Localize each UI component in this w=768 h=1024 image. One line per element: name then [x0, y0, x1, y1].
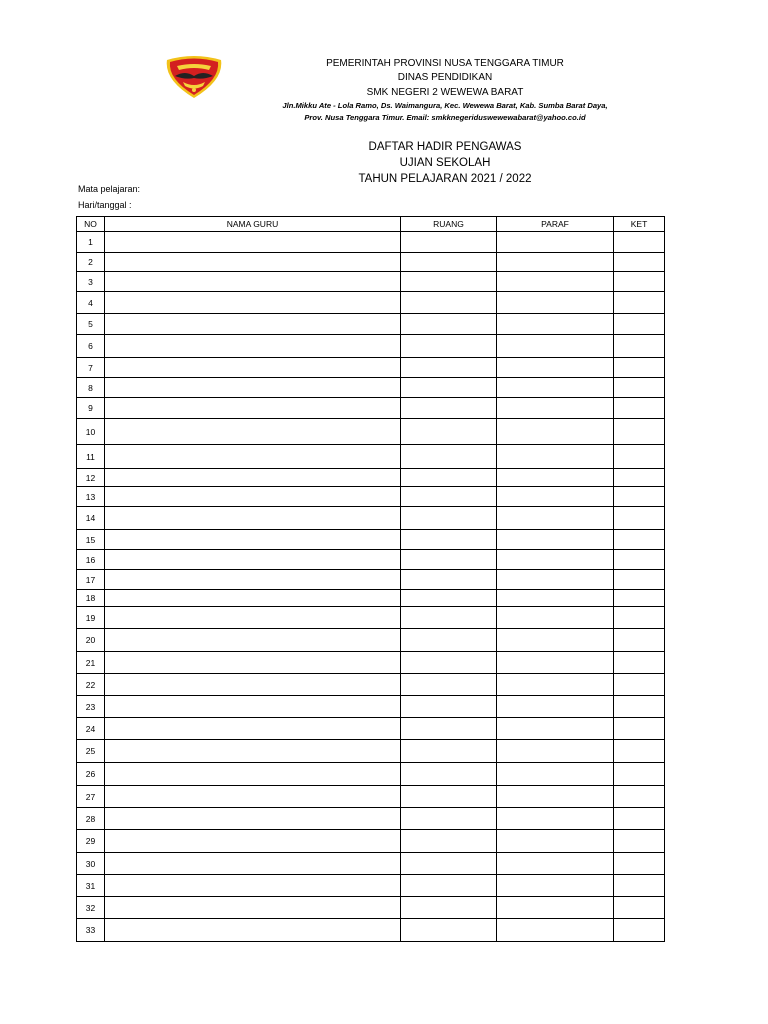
room-cell[interactable]: [401, 652, 497, 674]
row-number: 30: [77, 853, 105, 875]
signature-cell[interactable]: [497, 590, 614, 607]
signature-cell[interactable]: [497, 629, 614, 652]
table-row: [77, 652, 665, 674]
signature-cell[interactable]: [497, 853, 614, 875]
school-logo: [163, 54, 225, 100]
notes-cell[interactable]: [614, 232, 665, 253]
room-cell[interactable]: [401, 919, 497, 942]
name-cell[interactable]: [105, 919, 401, 942]
header-government: PEMERINTAH PROVINSI NUSA TENGGARA TIMUR: [326, 58, 564, 69]
signature-cell[interactable]: [497, 487, 614, 507]
table-row: [77, 507, 665, 530]
table-row: [77, 786, 665, 808]
notes-cell[interactable]: [614, 398, 665, 419]
signature-cell[interactable]: [497, 808, 614, 830]
name-cell[interactable]: [105, 897, 401, 919]
signature-cell[interactable]: [497, 469, 614, 487]
table-header-row: [77, 217, 665, 232]
room-cell[interactable]: [401, 808, 497, 830]
signature-cell[interactable]: [497, 607, 614, 629]
notes-cell[interactable]: [614, 335, 665, 358]
name-cell[interactable]: [105, 674, 401, 696]
name-cell[interactable]: [105, 378, 401, 398]
name-cell[interactable]: [105, 830, 401, 853]
room-cell[interactable]: [401, 398, 497, 419]
signature-cell[interactable]: [497, 232, 614, 253]
row-number: 8: [77, 378, 105, 398]
date-label: Hari/tanggal :: [78, 200, 132, 210]
table-row: [77, 590, 665, 607]
table-row: [77, 253, 665, 272]
notes-cell[interactable]: [614, 590, 665, 607]
room-cell[interactable]: [401, 419, 497, 445]
signature-cell[interactable]: [497, 919, 614, 942]
row-number: 16: [77, 550, 105, 570]
table-body: [77, 232, 665, 942]
row-number: 19: [77, 607, 105, 629]
signature-cell[interactable]: [497, 674, 614, 696]
name-cell[interactable]: [105, 445, 401, 469]
name-cell[interactable]: [105, 786, 401, 808]
room-cell[interactable]: [401, 629, 497, 652]
table-row: [77, 853, 665, 875]
room-cell[interactable]: [401, 378, 497, 398]
signature-cell[interactable]: [497, 314, 614, 335]
table-row: [77, 550, 665, 570]
signature-cell[interactable]: [497, 875, 614, 897]
name-cell[interactable]: [105, 763, 401, 786]
room-cell[interactable]: [401, 853, 497, 875]
signature-cell[interactable]: [497, 652, 614, 674]
name-cell[interactable]: [105, 718, 401, 740]
row-number: 33: [77, 919, 105, 942]
signature-cell[interactable]: [497, 378, 614, 398]
table-row: [77, 674, 665, 696]
row-number: 27: [77, 786, 105, 808]
notes-cell[interactable]: [614, 378, 665, 398]
table-row: [77, 292, 665, 314]
document-year: TAHUN PELAJARAN 2021 / 2022: [358, 173, 532, 185]
notes-cell[interactable]: [614, 718, 665, 740]
notes-cell[interactable]: [614, 897, 665, 919]
table-row: [77, 232, 665, 253]
notes-cell[interactable]: [614, 445, 665, 469]
notes-cell[interactable]: [614, 652, 665, 674]
signature-cell[interactable]: [497, 445, 614, 469]
name-cell[interactable]: [105, 607, 401, 629]
name-cell[interactable]: [105, 875, 401, 897]
name-cell[interactable]: [105, 272, 401, 292]
signature-cell[interactable]: [497, 335, 614, 358]
table-row: [77, 740, 665, 763]
room-cell[interactable]: [401, 469, 497, 487]
table-row: [77, 469, 665, 487]
room-cell[interactable]: [401, 272, 497, 292]
header-department: DINAS PENDIDIKAN: [397, 72, 493, 83]
room-cell[interactable]: [401, 314, 497, 335]
notes-cell[interactable]: [614, 919, 665, 942]
room-cell[interactable]: [401, 696, 497, 718]
notes-cell[interactable]: [614, 272, 665, 292]
attendance-table: [76, 216, 665, 942]
row-number: 6: [77, 335, 105, 358]
room-cell[interactable]: [401, 590, 497, 607]
room-cell[interactable]: [401, 530, 497, 550]
name-cell[interactable]: [105, 419, 401, 445]
table-row: [77, 875, 665, 897]
header-email: Prov. Nusa Tenggara Timur. Email: smkknegeriduswewewabarat@yahoo.co.id: [304, 113, 586, 122]
notes-cell[interactable]: [614, 853, 665, 875]
room-cell[interactable]: [401, 253, 497, 272]
table-row: [77, 445, 665, 469]
table-row: [77, 378, 665, 398]
row-number: 5: [77, 314, 105, 335]
name-cell[interactable]: [105, 530, 401, 550]
name-cell[interactable]: [105, 314, 401, 335]
row-number: 22: [77, 674, 105, 696]
name-cell[interactable]: [105, 652, 401, 674]
row-number: 1: [77, 232, 105, 253]
room-cell[interactable]: [401, 550, 497, 570]
name-cell[interactable]: [105, 629, 401, 652]
column-header-signature: PARAF: [497, 217, 614, 232]
table-row: [77, 696, 665, 718]
room-cell[interactable]: [401, 607, 497, 629]
row-number: 7: [77, 358, 105, 378]
column-header-name: NAMA GURU: [105, 217, 401, 232]
notes-cell[interactable]: [614, 507, 665, 530]
name-cell[interactable]: [105, 696, 401, 718]
table-row: [77, 358, 665, 378]
header-address: Jln.Mikku Ate - Lola Ramo, Ds. Waimangura, Kec. Wewewa Barat, Kab. Sumba Barat Daya,: [282, 101, 608, 110]
table-row: [77, 419, 665, 445]
row-number: 15: [77, 530, 105, 550]
signature-cell[interactable]: [497, 398, 614, 419]
row-number: 32: [77, 897, 105, 919]
row-number: 4: [77, 292, 105, 314]
name-cell[interactable]: [105, 398, 401, 419]
row-number: 24: [77, 718, 105, 740]
notes-cell[interactable]: [614, 292, 665, 314]
row-number: 17: [77, 570, 105, 590]
row-number: 31: [77, 875, 105, 897]
notes-cell[interactable]: [614, 358, 665, 378]
column-header-room: RUANG: [401, 217, 497, 232]
table-row: [77, 530, 665, 550]
notes-cell[interactable]: [614, 419, 665, 445]
table-row: [77, 570, 665, 590]
name-cell[interactable]: [105, 469, 401, 487]
row-number: 20: [77, 629, 105, 652]
room-cell[interactable]: [401, 740, 497, 763]
table-row: [77, 314, 665, 335]
notes-cell[interactable]: [614, 808, 665, 830]
row-number: 23: [77, 696, 105, 718]
name-cell[interactable]: [105, 253, 401, 272]
name-cell[interactable]: [105, 507, 401, 530]
room-cell[interactable]: [401, 487, 497, 507]
notes-cell[interactable]: [614, 786, 665, 808]
name-cell[interactable]: [105, 550, 401, 570]
signature-cell[interactable]: [497, 272, 614, 292]
signature-cell[interactable]: [497, 830, 614, 853]
room-cell[interactable]: [401, 570, 497, 590]
row-number: 29: [77, 830, 105, 853]
notes-cell[interactable]: [614, 487, 665, 507]
table-row: [77, 808, 665, 830]
notes-cell[interactable]: [614, 570, 665, 590]
signature-cell[interactable]: [497, 696, 614, 718]
name-cell[interactable]: [105, 570, 401, 590]
row-number: 3: [77, 272, 105, 292]
room-cell[interactable]: [401, 674, 497, 696]
table-row: [77, 272, 665, 292]
name-cell[interactable]: [105, 232, 401, 253]
notes-cell[interactable]: [614, 830, 665, 853]
room-cell[interactable]: [401, 232, 497, 253]
notes-cell[interactable]: [614, 530, 665, 550]
notes-cell[interactable]: [614, 696, 665, 718]
notes-cell[interactable]: [614, 253, 665, 272]
row-number: 14: [77, 507, 105, 530]
row-number: 9: [77, 398, 105, 419]
name-cell[interactable]: [105, 292, 401, 314]
notes-cell[interactable]: [614, 629, 665, 652]
notes-cell[interactable]: [614, 674, 665, 696]
row-number: 25: [77, 740, 105, 763]
name-cell[interactable]: [105, 853, 401, 875]
name-cell[interactable]: [105, 740, 401, 763]
signature-cell[interactable]: [497, 570, 614, 590]
table-row: [77, 763, 665, 786]
name-cell[interactable]: [105, 590, 401, 607]
signature-cell[interactable]: [497, 530, 614, 550]
notes-cell[interactable]: [614, 740, 665, 763]
notes-cell[interactable]: [614, 469, 665, 487]
table-row: [77, 487, 665, 507]
document-title: DAFTAR HADIR PENGAWAS: [368, 141, 522, 153]
table-row: [77, 335, 665, 358]
subject-label: Mata pelajaran:: [78, 184, 141, 194]
column-header-notes: KET: [614, 217, 665, 232]
row-number: 13: [77, 487, 105, 507]
table-row: [77, 607, 665, 629]
row-number: 11: [77, 445, 105, 469]
row-number: 21: [77, 652, 105, 674]
table-row: [77, 718, 665, 740]
signature-cell[interactable]: [497, 786, 614, 808]
row-number: 12: [77, 469, 105, 487]
column-header-no: NO: [77, 217, 105, 232]
signature-cell[interactable]: [497, 253, 614, 272]
table-row: [77, 629, 665, 652]
name-cell[interactable]: [105, 487, 401, 507]
name-cell[interactable]: [105, 808, 401, 830]
room-cell[interactable]: [401, 763, 497, 786]
signature-cell[interactable]: [497, 897, 614, 919]
name-cell[interactable]: [105, 358, 401, 378]
notes-cell[interactable]: [614, 550, 665, 570]
room-cell[interactable]: [401, 358, 497, 378]
signature-cell[interactable]: [497, 358, 614, 378]
name-cell[interactable]: [105, 335, 401, 358]
room-cell[interactable]: [401, 897, 497, 919]
signature-cell[interactable]: [497, 507, 614, 530]
header-school-name: SMK NEGERI 2 WEWEWA BARAT: [366, 87, 524, 98]
signature-cell[interactable]: [497, 763, 614, 786]
row-number: 10: [77, 419, 105, 445]
document-subtitle: UJIAN SEKOLAH: [399, 157, 491, 169]
room-cell[interactable]: [401, 786, 497, 808]
row-number: 18: [77, 590, 105, 607]
signature-cell[interactable]: [497, 740, 614, 763]
table-row: [77, 830, 665, 853]
room-cell[interactable]: [401, 292, 497, 314]
school-crest-icon: [163, 54, 225, 100]
table-row: [77, 398, 665, 419]
notes-cell[interactable]: [614, 763, 665, 786]
room-cell[interactable]: [401, 507, 497, 530]
notes-cell[interactable]: [614, 314, 665, 335]
room-cell[interactable]: [401, 335, 497, 358]
table-row: [77, 897, 665, 919]
row-number: 2: [77, 253, 105, 272]
signature-cell[interactable]: [497, 292, 614, 314]
row-number: 28: [77, 808, 105, 830]
notes-cell[interactable]: [614, 875, 665, 897]
room-cell[interactable]: [401, 718, 497, 740]
signature-cell[interactable]: [497, 718, 614, 740]
signature-cell[interactable]: [497, 550, 614, 570]
room-cell[interactable]: [401, 875, 497, 897]
row-number: 26: [77, 763, 105, 786]
room-cell[interactable]: [401, 830, 497, 853]
room-cell[interactable]: [401, 445, 497, 469]
notes-cell[interactable]: [614, 607, 665, 629]
signature-cell[interactable]: [497, 419, 614, 445]
table-row: [77, 919, 665, 942]
